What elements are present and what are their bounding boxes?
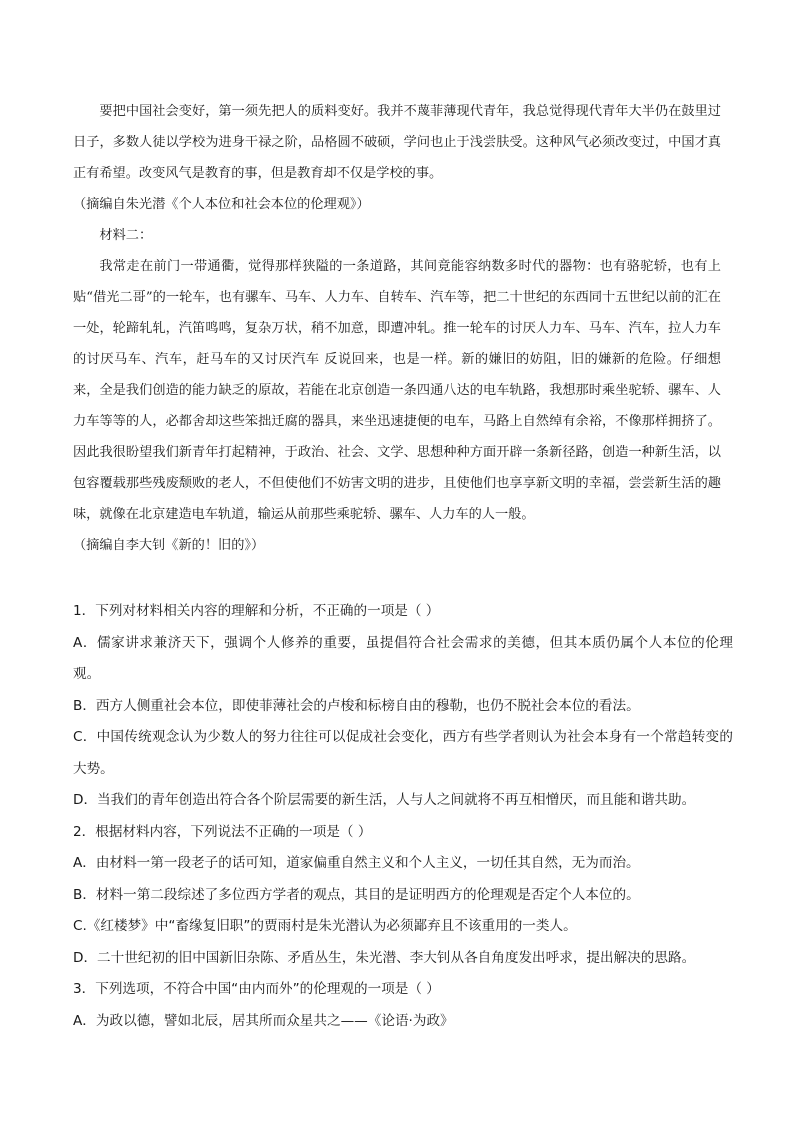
option-a: A．由材料一第一段老子的话可知，道家偏重自然主义和个人主义，一切任其自然，无为而治。 xyxy=(73,855,640,871)
option-d: D．当我们的青年创造出符合各个阶层需要的新生活，人与人之间就将不再互相憎厌，而且能和谐共助。 xyxy=(73,792,696,808)
material-two-paragraph: 我常走在前门一带通衢，觉得那样狭隘的一条道路，其间竟能容纳数多时代的器物：也有骆驼轿，也有上贴“借光二哥”的一轮车，也有骡车、马车、人力车、自转车、汽车等，把二十世纪的东西同十五世纪以前的汇在一处，轮蹄轧轧，汽笛鸣鸣，复杂万状，稍不加意，即遭冲轧。推一轮车的讨厌人力车、马车、汽车，拉人力车的讨厌马车、汽车，赶马车的又讨厌汽车 反说回来，也是一样。新的嫌旧的妨阻，旧的嫌新的危险。仔细想来，全是我们创造的能力缺乏的原故，若能在北京创造一条四通八达的电车轨路，我想那时乘坐驼轿、骡车、人力车等等的人，必都舍却这些笨拙迁腐的器具，来坐迅速捷便的电车，马路上自然绰有余裕，不像那样拥挤了。因此我很盼望我们新青年打起精神，于政治、社会、文学、思想种种方面开辟一条新径路，创造一种新生活，以包容覆载那些残废颓败的老人，不但使他们不妨害文明的进步，且使他们也享享新文明的幸福，尝尝新生活的趣味，就像在北京建造电车轨道，输运从前那些乘驼轿、骡车、人力车的人一般。 xyxy=(73,259,721,522)
material-one-closing-paragraph: 要把中国社会变好，第一须先把人的质料变好。我并不蔑菲薄现代青年，我总觉得现代青年大半仍在鼓里过日子，多数人徒以学校为进身干禄之阶，品格圆不破硕，学问也止于浅尝肤受。这种风气必须改变过，中国才真正有希望。改变风气是教育的事，但是教育却不仅是学校的事。 xyxy=(73,104,721,181)
material-one-source: （摘编自朱光潜《个人本位和社会本位的伦理观》） xyxy=(73,197,370,212)
material-two-label: 材料二： xyxy=(99,228,153,243)
question-3 xyxy=(73,974,733,1037)
option-d: D．二十世纪初的旧中国新旧杂陈、矛盾丛生，朱光潜、李大钊从各自角度发出呼求，提出解决的思路。 xyxy=(73,949,696,966)
option-b: B．西方人侧重社会本位，即使菲薄社会的卢梭和标榜自由的穆勒，也仍不脱社会本位的看法。 xyxy=(73,697,640,714)
question-stem: 2．根据材料内容，下列说法不正确的一项是（ ） xyxy=(73,823,372,840)
option-a: A．为政以德，譬如北辰，居其所而众星共之——《论语·为政》 xyxy=(73,1012,454,1029)
question-stem: 1．下列对材料相关内容的理解和分析，不正确的一项是（ ） xyxy=(73,603,440,619)
question-2 xyxy=(73,817,733,975)
option-b: B．材料一第二段综述了多位西方学者的观点，其目的是证明西方的伦理观是否定个人本位的。 xyxy=(73,886,640,903)
question-1 xyxy=(73,596,733,817)
reading-material xyxy=(73,96,721,561)
option-c: C.《红楼梦》中“畜缘复旧职”的贾雨村是朱光潜认为必须鄙弃且不该重用的一类人。 xyxy=(73,918,577,934)
option-a: A．儒家讲求兼济天下，强调个人修养的重要，虽提倡符合社会需求的美德，但其本质仍属个人本位的伦理观。 xyxy=(73,634,733,682)
material-two-source: （摘编自李大钊《新的！旧的》） xyxy=(73,538,265,553)
option-c: C．中国传统观念认为少数人的努力往往可以促成社会变化，西方有些学者则认为社会本身有一个常趋转变的大势。 xyxy=(73,729,733,777)
question-stem: 3．下列选项，不符合中国“由内而外”的伦理观的一项是（ ） xyxy=(73,981,440,997)
question-list xyxy=(73,596,733,1037)
